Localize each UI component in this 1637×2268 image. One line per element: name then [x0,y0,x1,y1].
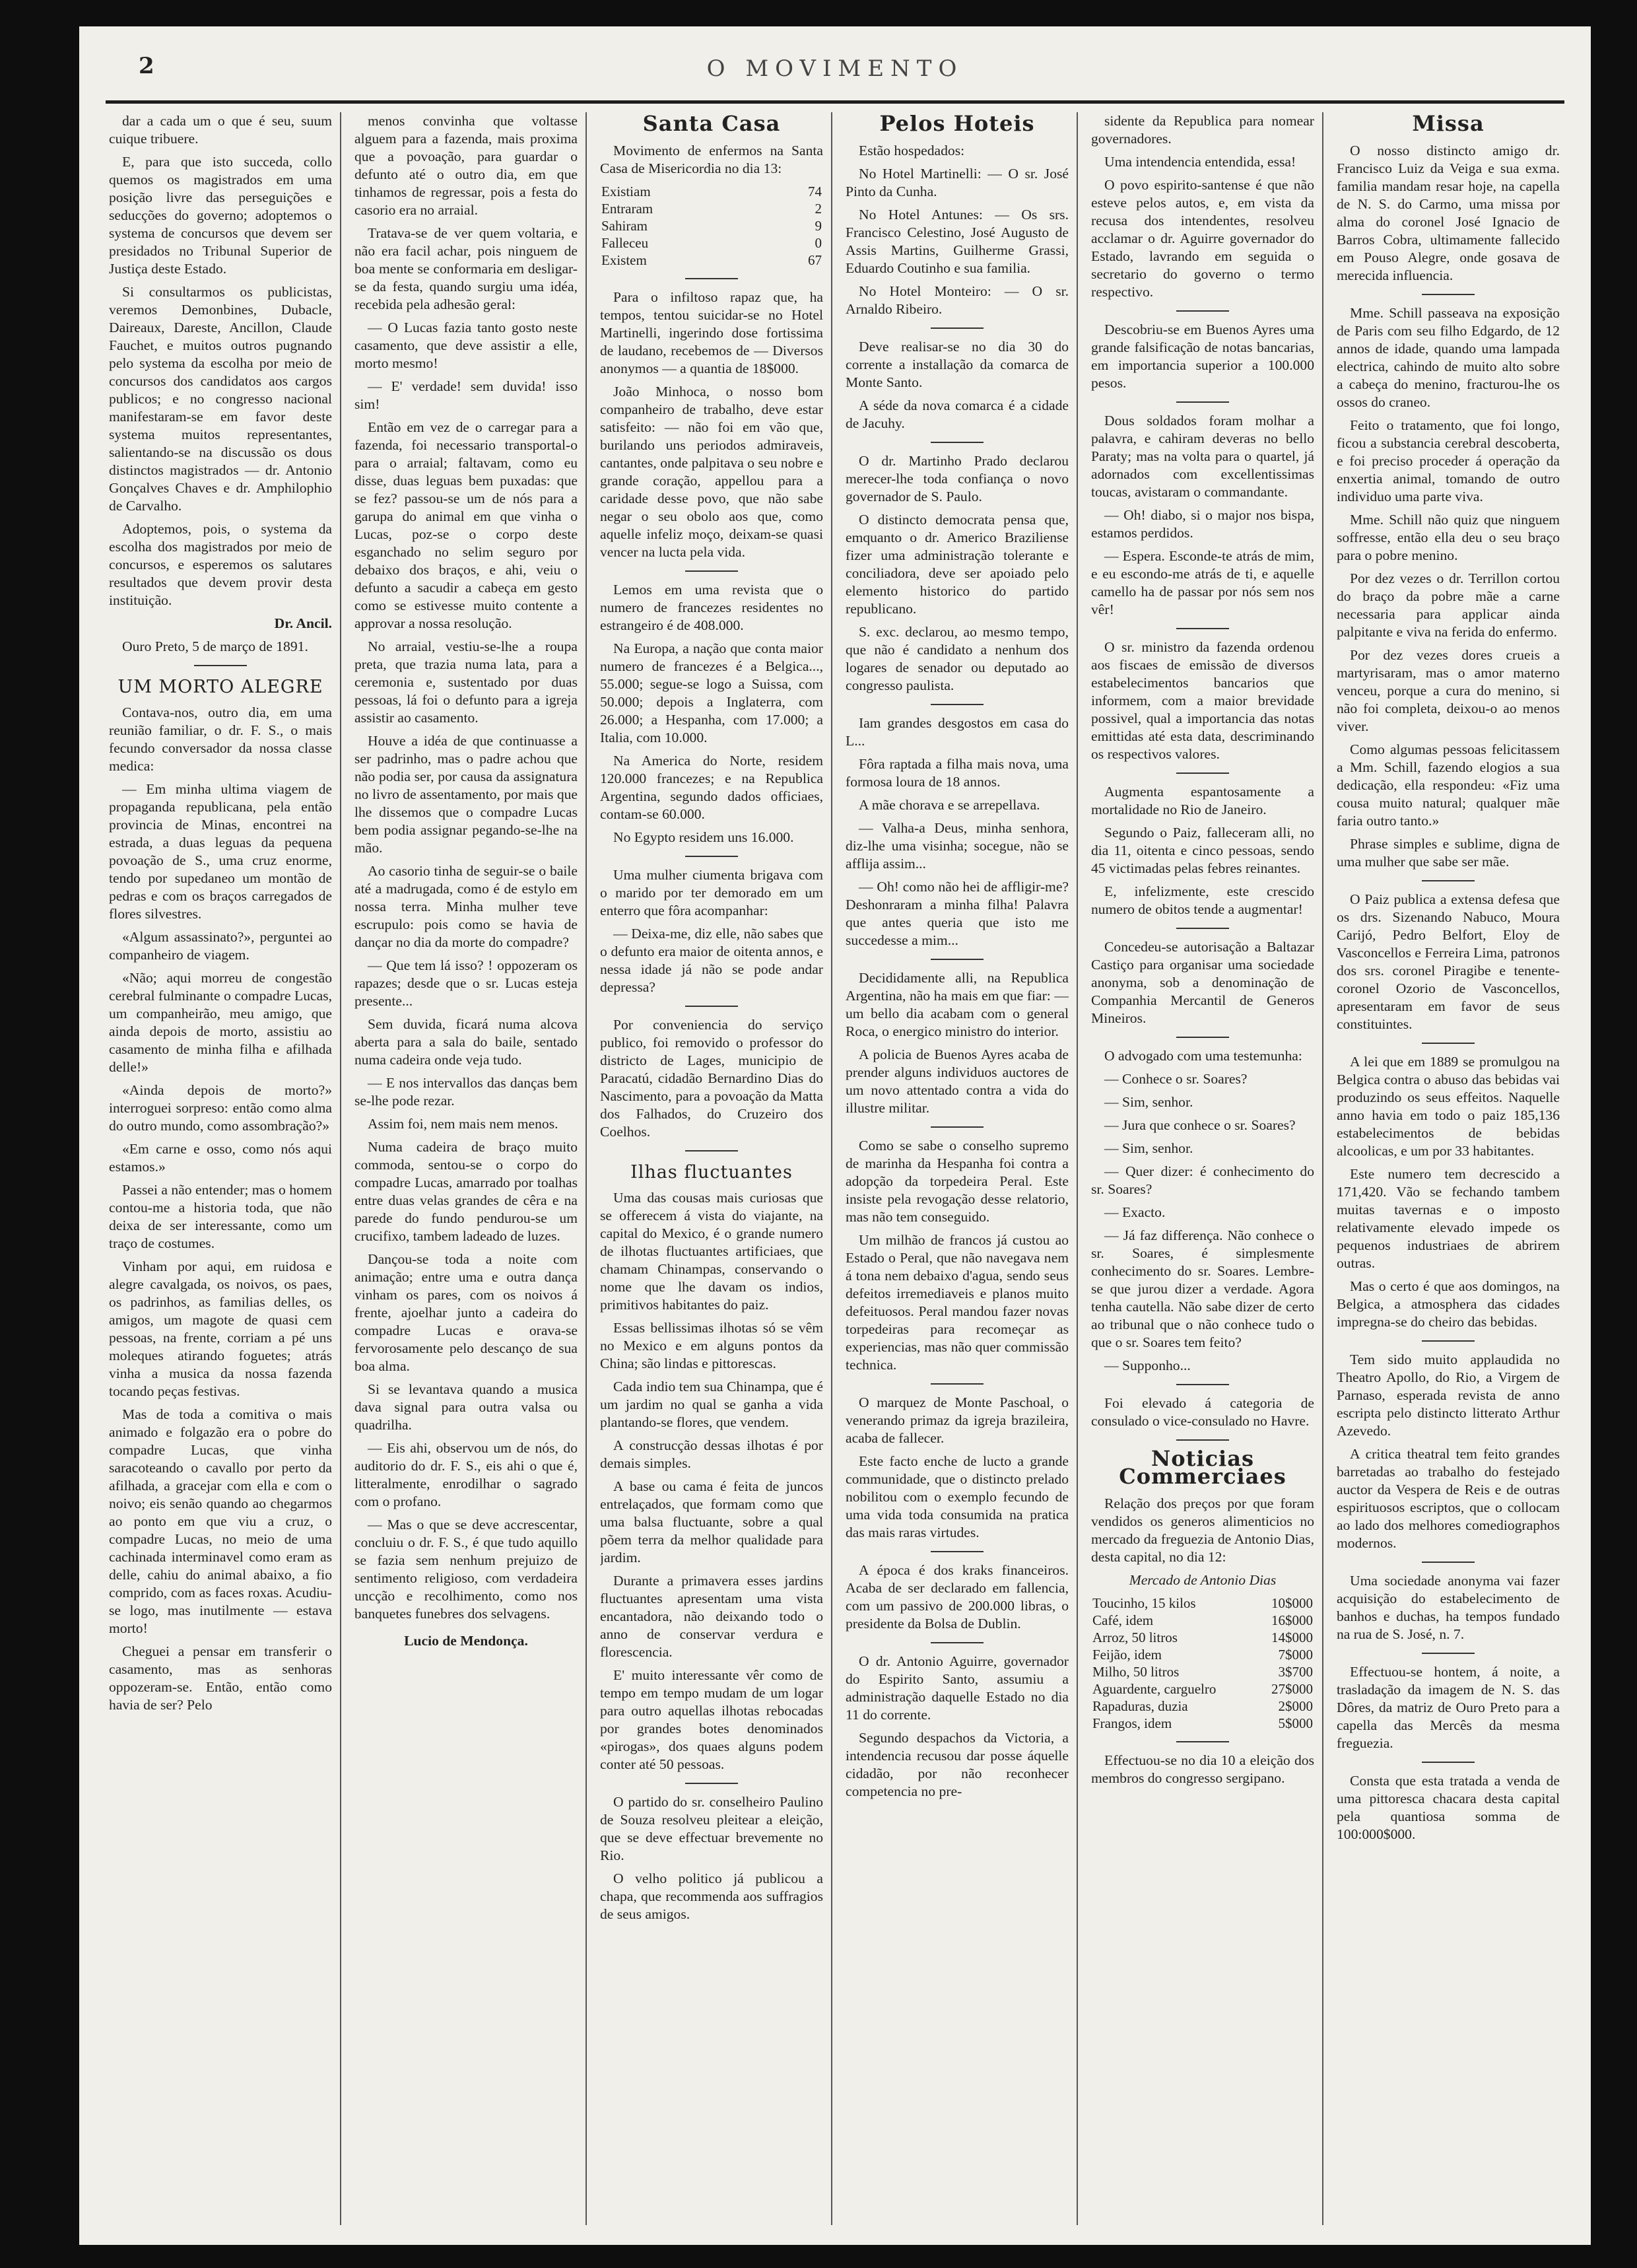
paragraph: A policia de Buenos Ayres acaba de prender alguns individuos auctores de um novo attentado contra a vida do illustre militar. [846,1047,1069,1116]
paragraph: No Egypto residem uns 16.000. [613,829,794,845]
divider [1176,310,1229,312]
paragraph: Tem sido muito applaudida no Theatro Apollo, do Rio, a Virgem de Parnaso, esperada revista de anno escripta pelo distincto litterato Arthur Azevedo. [1337,1352,1560,1439]
paragraph: Decididamente alli, na Republica Argentina, não ha mais em que fiar: — um bello dia acabam com o general Roca, o energico ministro do interior. [846,970,1069,1039]
paragraph: O dr. Martinho Prado declarou merecer-lhe toda confiança o novo governador de S. Paulo. [846,453,1069,504]
paragraph: — Valha-a Deus, minha senhora, diz-lhe uma visinha; socegue, não se afflija assim... [846,820,1069,872]
paragraph: Phrase simples e sublime, digna de uma mulher que sabe ser mãe. [1337,836,1560,870]
divider [931,1642,984,1643]
paragraph: Segundo despachos da Victoria, a intendencia recusou dar posse áquelle cidadão, por não reconhecer competencia no pre- [846,1730,1069,1799]
newspaper-page [79,26,1591,2245]
paragraph: A época é dos kraks financeiros. Acaba de ser declarado em fallencia, com um passivo de 200.000 libras, o presidente da Bolsa de Dublin. [846,1562,1069,1632]
signature: Dr. Ancil. [274,615,332,631]
paragraph: Effectuou-se no dia 10 a eleição dos membros do congresso sergipano. [1091,1752,1314,1786]
paragraph: Si consultarmos os publicistas, veremos Demonbines, Dubacle, Daireaux, Dareste, Ancillon, Claude Fauchet, e muitos outros pugnando pelo systema da escolha por meio de concursos dos candidatos aos cargos publicos; e no congresso nacional manifestaram-se em favor deste systema muitos representantes, salientando-se na discussão os dous distinctos magistrados — dr. Antonio Gonçalves Chaves e dr. Amphilophio de Carvalho. [109,284,332,514]
paragraph: João Minhoca, o nosso bom companheiro de trabalho, deve estar satisfeito: — não foi em vão que, burilando uns periodos admiraveis, cantantes, onde palpitava o seu nobre e grande coração, appellou para a caridade desse povo, que não sabe negar o seu obolo aos que, como aquelle infeliz moço, deixam-se quasi vencer na lucta pela vida. [600,384,823,560]
column-3 [600,112,823,2225]
table-row [600,234,823,252]
paragraph: Este facto enche de lucto a grande communidade, que o distincto prelado nobilitou com o exemplo fecundo de uma vida toda consumida na pratica das mais raras virtudes. [846,1453,1069,1540]
paragraph: Dançou-se toda a noite com animação; entre uma e outra dança vinham os pares, com os noivos á frente, ajoelhar junto a cadeira do compadre Lucas e orava-se fervorosamente pelo descanço de sua boa alma. [354,1251,578,1374]
paragraph: A mãe chorava e se arrepellava. [859,797,1040,813]
paragraph: Mas de toda a comitiva o mais animado e folgazão era o pobre do compadre Lucas, que vinha saracoteando o cavallo por perto da afilhada, a gracejar com ella e com o noivo; eis senão quando ao chegarmos ao ponto em que viu a cruz, o compadre Lucas, no meio de uma cachinada interminavel como eram as delle, cahiu do animal abaixo, a fio comprido, com as faces roxas. Acudiu-se logo, mas inutilmente — estava morto! [109,1406,332,1636]
paragraph: O nosso distincto amigo dr. Francisco Luiz da Veiga e sua exma. familia mandam resar hoje, na capella de N. S. do Carmo, uma missa por alma do coronel José Ignacio de Barros Cobra, ultimamente fallecido em Pouso Alegre, onde gosava de merecida influencia. [1337,143,1560,283]
paragraph: Concedeu-se autorisação a Baltazar Castiço para organisar uma sociedade anonyma, sob a denominação de Companhia Mercantil de Generos Mineiros. [1091,939,1314,1026]
table-cell: 10$000 [1271,1595,1313,1611]
paragraph: A construcção dessas ilhotas é por demais simples. [600,1437,823,1471]
paragraph: dar a cada um o que é seu, suum cuique tribuere. [109,113,332,147]
paragraph: Effectuou-se hontem, á noite, a trasladação da imagem de N. S. das Dôres, da matriz de Ouro Preto para a capella das Mercês da mesma freguezia. [1337,1664,1560,1751]
paragraph: Numa cadeira de braço muito commoda, sentou-se o corpo do compadre Lucas, amarrado por toalhas entre duas velas grandes de cêra e na parede do fundo pendurou-se um crucifixo, tambem ladeado de luzes. [354,1139,578,1244]
column-4 [846,112,1069,2225]
divider [1176,401,1229,403]
table-cell: 5$000 [1278,1715,1313,1731]
divider [931,1126,984,1128]
divider [1422,1762,1475,1763]
paragraph: — Conhece o sr. Soares? [1104,1071,1248,1087]
paragraph: Uma sociedade anonyma vai fazer acquisição do estabelecimento de banhos e duchas, ha tempos fundado na rua de S. José, n. 7. [1337,1573,1560,1642]
section-title: Pelos Hoteis [879,112,1035,136]
place-date: Ouro Preto, 5 de março de 1891. [122,638,308,654]
table-cell: 2 [815,201,822,217]
divider [685,570,738,572]
table-row [1091,1595,1314,1612]
column-divider [831,112,832,2225]
section-title: Noticias Commerciaes [1119,1446,1286,1489]
paragraph: A séde da nova comarca é a cidade de Jacuhy. [846,397,1069,431]
paragraph: Na America do Norte, residem 120.000 francezes; e na Republica Argentina, segundo dados officiaes, contam-se 60.000. [600,753,823,822]
paragraph: Si se levantava quando a musica dava signal para outra valsa ou quadrilha. [354,1381,578,1433]
paragraph: — Jura que conhece o sr. Soares? [1104,1117,1296,1133]
paragraph: No Hotel Antunes: — Os srs. Francisco Celestino, José Augusto de Assis Martins, Guilherme Grassi, Eduardo Coutinho e sua familia. [846,207,1069,276]
table-row [1091,1663,1314,1680]
paragraph: O advogado com uma testemunha: [1104,1048,1302,1064]
paragraph: O velho politico já publicou a chapa, que recommenda aos suffragios de seus amigos. [600,1871,823,1922]
column-1 [109,112,332,2225]
paragraph: Essas bellissimas ilhotas só se vêm no Mexico e em alguns pontos da China; são lindas e pittorescas. [600,1320,823,1371]
paragraph: No arraial, vestiu-se-lhe a roupa preta, que trazia numa lata, para a ceremonia e, sustentado por duas pessoas, lá foi o defunto para a igreja assistir ao casamento. [354,638,578,726]
paragraph: — Sim, senhor. [1104,1140,1193,1156]
paragraph: A base ou cama é feita de juncos entrelaçados, que formam como que uma balsa fluctuante, sobre a qual põem terra da melhor qualidade para jardim. [600,1478,823,1565]
divider [685,1783,738,1784]
table-row [600,200,823,217]
paragraph: — Espera. Esconde-te atrás de mim, e eu escondo-me atrás de ti, e aquelle camello ha de passar por nós sem nos vêr! [1091,548,1314,617]
divider [1422,294,1475,295]
paragraph: O dr. Antonio Aguirre, governador do Espirito Santo, assumiu a administração daquelle Estado no dia 11 do corrente. [846,1653,1069,1723]
paragraph: sidente da Republica para nomear governadores. [1091,113,1314,147]
paragraph: Estão hospedados: [859,143,965,158]
table-cell: 74 [808,184,822,199]
table-cell: 2$000 [1278,1698,1313,1714]
paragraph: Consta que esta tratada a venda de uma pittoresca chacara desta capital pela quantiosa somma de 100:000$000. [1337,1773,1560,1842]
paragraph: Mas o certo é que aos domingos, na Belgica, a atmosphera das cidades impregna-se do cheiro das bebidas. [1337,1278,1560,1330]
table-row [1091,1698,1314,1715]
table-cell: Existiam [601,184,651,199]
divider [685,1006,738,1007]
table-row [1091,1612,1314,1629]
table-row [1091,1629,1314,1646]
divider [931,704,984,705]
divider [1176,773,1229,774]
table-cell: Falleceu [601,235,649,251]
paragraph: — Exacto. [1104,1204,1166,1220]
newspaper-title: O MOVIMENTO [706,55,964,82]
divider [931,1551,984,1552]
table-row [1091,1680,1314,1698]
table-cell: Existem [601,252,647,268]
paragraph: A lei que em 1889 se promulgou na Belgica contra o abuso das bebidas vai produzindo os seus effeitos. Naquelle anno havia em todo o paiz 185,136 estabelecimentos de bebidas alcoolicas, e um por 33 habitantes. [1337,1054,1560,1159]
paragraph: Adoptemos, pois, o systema da escolha dos magistrados por meio de concursos, e esperemos os salutares resultados que devem provir desta instituição. [109,521,332,608]
market-table [1091,1595,1314,1732]
paragraph: Relação dos preços por que foram vendidos os generos alimenticios no mercado da freguezia de Antonio Dias, desta capital, no dia 12: [1091,1495,1314,1565]
paragraph: Mme. Schill passeava na exposição de Paris com seu filho Edgardo, de 12 annos de idade, quando uma lampada electrica, cahindo de muito alto sobre a cabeça do menino, fracturou-lhe os ossos do craneo. [1337,305,1560,410]
table-cell: 67 [808,252,822,268]
paragraph: Por dez vezes dores crueis a martyrisaram, mas o amor materno venceu, porque a cura do menino, si não foi completa, deixou-o ao menos viver. [1337,647,1560,734]
paragraph: Feito o tratamento, que foi longo, ficou a substancia cerebral descoberta, e foi preciso proceder á operação da enxertia animal, tomando de outro individuo uma parte viva. [1337,417,1560,504]
paragraph: Cada indio tem sua Chinampa, que é um jardim no qual se ganha a vida plantando-se flores, que vendem. [600,1379,823,1430]
table-cell: 27$000 [1271,1681,1313,1697]
table-cell: Entraram [601,201,653,217]
paragraph: S. exc. declarou, ao mesmo tempo, que não é candidato a nenhum dos logares de senador ou deputado ao congresso paulista. [846,624,1069,693]
hospital-table [600,183,823,269]
section-title: Missa [1412,112,1485,136]
section-title: UM MORTO ALEGRE [117,677,323,697]
paragraph: Sem duvida, ficará numa alcova aberta para a sala do baile, sentado numa cadeira onde veja tudo. [354,1016,578,1068]
divider [931,327,984,329]
divider [1176,928,1229,929]
divider [1422,880,1475,881]
column-divider [1077,112,1078,2225]
paragraph: Na Europa, a nação que conta maior numero de francezes é a Belgica..., 55.000; segue-se logo a Suissa, com 50.000; depois a Inglaterra, com 26.000; a Hespanha, com 17.000; a Italia, com 10.000. [600,640,823,745]
paragraph: — Em minha ultima viagem de propaganda republicana, pela então provincia de Minas, encontrei na estrada, a duas leguas da pequena povoação de S., uma cruz enorme, tendo por supedaneo um montão de pedras e com os braços carregados de flores silvestres. [109,781,332,922]
paragraph: Como algumas pessoas felicitassem a Mm. Schill, fazendo elogios a sua dedicação, ella respondeu: «Fiz uma cousa muito natural; qualquer mãe faria outro tanto.» [1337,741,1560,829]
paragraph: Cheguei a pensar em transferir o casamento, mas as senhoras oppozeram-se. Então, então como havia de ser? Pelo [109,1643,332,1713]
paragraph: Durante a primavera esses jardins fluctuantes apresentam uma vista encantadora, não deixando todo o anno de conservar verdura e florescencia. [600,1573,823,1660]
paragraph: — Mas o que se deve accrescentar, concluiu o dr. F. S., é que tudo aquillo se fazia sem nenhum prejuizo de sentimento religioso, com verdadeira uncção e recolhimento, como nos banquetes funebres dos selvagens. [354,1517,578,1622]
table-row [600,217,823,234]
divider [1176,1384,1229,1385]
paragraph: Houve a idéa de que continuasse a ser padrinho, mas o padre achou que não podia ser, por causa da assignatura no livro de assentamento, por mais que lhe dissemos que o compadre Lucas bem podia assignar pegando-se-lhe na mão. [354,733,578,856]
table-cell: Café, idem [1092,1612,1154,1628]
paragraph: Este numero tem decrescido a 171,420. Vão se fechando tambem muitas tavernas e o imposto relativamente elevado impede os pequenos industriaes de abrirem outras. [1337,1166,1560,1271]
table-row [1091,1715,1314,1732]
table-cell: 7$000 [1278,1647,1313,1663]
paragraph: Uma mulher ciumenta brigava com o marido por ter demorado em um enterro que fôra acompanhar: [600,867,823,918]
table-row [600,183,823,200]
divider [1422,1562,1475,1563]
paragraph: Augmenta espantosamente a mortalidade no Rio de Janeiro. [1091,784,1314,817]
paragraph: Ao casorio tinha de seguir-se o baile até a madrugada, como é de estylo em nossa terra. Minha mulher teve escrupulo: pois como se havia de dançar no dia da morte do compadre? [354,863,578,950]
paragraph: No Hotel Monteiro: — O sr. Arnaldo Ribeiro. [846,283,1069,317]
table-cell: Feijão, idem [1092,1647,1162,1663]
paragraph: Por conveniencia do serviço publico, foi removido o professor do districto de Lages, municipio de Paracatú, cidadão Bernardino Dias do Nascimento, para a povoação da Matta dos Falhados, do Cruzeiro dos Coelhos. [600,1017,823,1140]
paragraph: — Deixa-me, diz elle, não sabes que o defunto era maior de oitenta annos, e nessa idade já não se pode andar depressa? [600,926,823,995]
paragraph: Segundo o Paiz, falleceram alli, no dia 11, oitenta e cinco pessoas, sendo 45 victimadas pelas febres reinantes. [1091,825,1314,876]
masthead [106,53,1564,99]
table-cell: 0 [815,235,822,251]
paragraph: — Eis ahi, observou um de nós, do auditorio do dr. F. S., eis ahi o que é, litteralmente, enrodilhar o sagrado com o profano. [354,1440,578,1509]
paragraph: O distincto democrata pensa que, emquanto o dr. Americo Braziliense fizer uma administração tolerante e conciliadora, deve ser apoiado pelo elemento historico do partido republicano. [846,512,1069,617]
paragraph: «Em carne e osso, como nós aqui estamos.» [109,1141,332,1175]
divider [1422,1340,1475,1342]
masthead-rule [106,100,1564,104]
paragraph: — E' verdade! sem duvida! isso sim! [354,378,578,412]
paragraph: Tratava-se de ver quem voltaria, e não era facil achar, pois ninguem de boa mente se conformaria em desligar-se da festa, quando surgiu uma idéa, recebida pela adhesão geral: [354,225,578,312]
paragraph: Por dez vezes o dr. Terrillon cortou do braço da pobre mãe a carne necessaria para applicar ainda palpitante e viva na ferida do enfermo. [1337,570,1560,640]
divider [685,1150,738,1151]
column-divider [1322,112,1323,2225]
paragraph: Como se sabe o conselho supremo de marinha da Hespanha foi contra a adopção da torpedeira Peral. Este insiste pela revogação desse relatorio, mas não tem conseguido. [846,1138,1069,1225]
paragraph: Foi elevado á categoria de consulado o vice-consulado no Havre. [1091,1395,1314,1429]
table-cell: Sahiram [601,218,648,234]
table-cell: Rapaduras, duzia [1092,1698,1188,1714]
paragraph: — Sim, senhor. [1104,1094,1193,1110]
paragraph: menos convinha que voltasse alguem para a fazenda, mais proxima que a povoação, para guardar o defunto até o outro dia, em que tinhamos de regressar, pois a festa do casorio era no arraial. [354,113,578,218]
page-number: 2 [139,53,154,79]
table-cell: 16$000 [1271,1612,1313,1628]
paragraph: «Algum assassinato?», perguntei ao companheiro de viagem. [109,929,332,963]
paragraph: Assim foi, nem mais nem menos. [368,1116,558,1132]
market-title: Mercado de Antonio Dias [1129,1572,1277,1588]
paragraph: E, infelizmente, este crescido numero de obitos tende a augmentar! [1091,883,1314,917]
paragraph: E' muito interessante vêr como de tempo em tempo mudam de um logar para outro aquellas ilhotas rebocadas por grandes botes denominados «pirogas», dos quaes alguns podem conter até 50 pessoas. [600,1667,823,1772]
paragraph: — Oh! como não hei de affligir-me? Deshonraram a minha filha! Palavra que antes queria que isto me succedesse a mim... [846,879,1069,948]
paragraph: O marquez de Monte Paschoal, o venerando primaz da igreja brazileira, acaba de fallecer. [846,1394,1069,1446]
table-cell: 9 [815,218,822,234]
divider [1176,1439,1229,1441]
paragraph: A critica theatral tem feito grandes barretadas ao trabalho do festejado auctor da Vespera de Reis e de outras espirituosos escriptos, que o collocam ao lado dos melhores comediographos modernos. [1337,1446,1560,1551]
divider [1176,628,1229,629]
paragraph: — O Lucas fazia tanto gosto neste casamento, que deve assistir a elle, morto mesmo! [354,320,578,371]
paragraph: — Que tem lá isso? ! oppozeram os rapazes; desde que o sr. Lucas esteja presente... [354,957,578,1009]
paragraph: Iam grandes desgostos em casa do L... [846,715,1069,749]
divider [685,278,738,279]
paragraph: — Já faz differença. Não conhece o sr. Soares, é simplesmente conhecimento do sr. Soares. Lembre-se que jurou dizer a verdade. Agora tenha cautella. Não sabe dizer de certo ao tribunal que o não conhece tudo o que o sr. Soares tem feito? [1091,1227,1314,1350]
divider [685,856,738,857]
column-5 [1091,112,1314,2225]
divider [1422,1043,1475,1044]
column-divider [340,112,341,2225]
divider [1422,1653,1475,1654]
table-cell: Aguardente, carguelro [1092,1681,1217,1697]
paragraph: Lemos em uma revista que o numero de francezes residentes no estrangeiro é de 408.000. [600,582,823,633]
paragraph: Uma das cousas mais curiosas que se offerecem á vista do viajante, na capital do Mexico, é o grande numero de ilhotas fluctuantes artificiaes, que chamam Chinampas, conservando o nome que lhe davam os indios, primitivos habitantes do paiz. [600,1190,823,1313]
column-6 [1337,112,1560,2225]
column-divider [585,112,587,2225]
table-cell: Milho, 50 litros [1092,1664,1180,1680]
column-2 [354,112,578,2225]
paragraph: O Paiz publica a extensa defesa que os drs. Sizenando Nabuco, Moura Carijó, Pedro Belfort, Eloy de Vasconcellos e Ferreira Lima, patronos dos srs. coronel Piragibe e tenente-coronel Ozorio de Vasconcellos, apresentaram em favor de seus constituintes. [1337,891,1560,1032]
paragraph: Fôra raptada a filha mais nova, uma formosa loura de 18 annos. [846,756,1069,790]
table-row [1091,1646,1314,1663]
paragraph: — E nos intervallos das danças bem se-lhe pode rezar. [354,1075,578,1109]
table-cell: Toucinho, 15 kilos [1092,1595,1196,1611]
paragraph: O sr. ministro da fazenda ordenou aos fiscaes de emissão de diversos estabelecimentos bancarios que informem, com a maior brevidade possivel, qual a importancia das notas emittidas até esta data, descriminando os respectivos valores. [1091,639,1314,762]
paragraph: Passei a não entender; mas o homem contou-me a historia toda, que não deixa de ser interessante, como um traço de costumes. [109,1182,332,1251]
paragraph: Então em vez de o carregar para a fazenda, foi necessario transportal-o para o arraial; faltavam, como eu disse, duas leguas bem puxadas: que se fez? passou-se um de nós para a garupa do animal em que vinha o Lucas, poz-se o corpo deste esganchado no selim seguro por debaixo dos braços, e ahi, veiu o defunto a sacudir a cabeça em gesto como se estivesse muito contente a approvar a nossa resolução. [354,419,578,631]
paragraph: Vinham por aqui, em ruidosa e alegre cavalgada, os noivos, os paes, os padrinhos, as familias delles, os amigos, um magote de quasi cem pessoas, na frente, corriam a pé uns moleques atirando foguetes; atrás vinha a musica da nossa fazenda tocando peças festivas. [109,1258,332,1399]
table-cell: Frangos, idem [1092,1715,1172,1731]
paragraph: Deve realisar-se no dia 30 do corrente a installação da comarca de Monte Santo. [846,339,1069,390]
divider [194,665,247,666]
divider [931,959,984,960]
paragraph: Descobriu-se em Buenos Ayres uma grande falsificação de notas bancarias, em importancia superior a 100.000 pesos. [1091,322,1314,391]
divider [1176,1037,1229,1038]
paragraph: Um milhão de francos já custou ao Estado o Peral, que não navegava nem á tona nem debaixo d'agua, sendo seus defeitos irremediaveis e planos muito defeituosos. Peral mandou fazer novas torpedeiras para recomeçar as experiencias, mas não quer commissão technica. [846,1232,1069,1373]
paragraph: — Quer dizer: é conhecimento do sr. Soares? [1091,1163,1314,1197]
paragraph: Para o infiltoso rapaz que, ha tempos, tentou suicidar-se no Hotel Martinelli, ingerindo dose fortissima de laudano, recebemos de — Diversos anonymos — a quantia de 18$000. [600,289,823,376]
paragraph: O povo espirito-santense é que não esteve pelos autos, e, em vista da recusa dos intendentes, resolveu acclamar o dr. Aguirre governador do Estado, lavrando em seguida o secretario do governo o termo respectivo. [1091,177,1314,300]
paragraph: «Ainda depois de morto?» interroguei sorpreso: então como alma do outro mundo, como assombração?» [109,1082,332,1134]
paragraph: Uma intendencia entendida, essa! [1104,154,1296,170]
divider [931,1383,984,1385]
paragraph: E, para que isto succeda, collo quemos os magistrados em uma posição livre das perseguições e seducções do governo; adoptemos o systema de concursos que devem ser presidados no Tribunal Superior de Justiça deste Estado. [109,154,332,277]
table-row [600,252,823,269]
table-cell: 14$000 [1271,1630,1313,1645]
table-cell: Arroz, 50 litros [1092,1630,1178,1645]
paragraph: Mme. Schill não quiz que ninguem soffresse, então ella deu o seu braço para o pobre menino. [1337,512,1560,563]
paragraph: No Hotel Martinelli: — O sr. José Pinto da Cunha. [846,166,1069,199]
paragraph: «Não; aqui morreu de congestão cerebral fulminante o compadre Lucas, um companheirão, meu amigo, que ainda depois de morto, assistiu ao casamento de minha filha e afilhada delle!» [109,970,332,1075]
paragraph: Contava-nos, outro dia, em uma reunião familiar, o dr. F. S., o mais fecundo conversador da nossa classe medica: [109,704,332,774]
section-title: Ilhas fluctuantes [630,1162,793,1183]
paragraph: O partido do sr. conselheiro Paulino de Souza resolveu pleitear a eleição, que se deve effectuar brevemente no Rio. [600,1794,823,1863]
paragraph: Movimento de enfermos na Santa Casa de Misericordia no dia 13: [600,143,823,176]
signature: Lucio de Mendonça. [404,1633,528,1649]
divider [931,442,984,443]
section-title: Santa Casa [642,112,781,136]
paragraph: Dous soldados foram molhar a palavra, e cahiram deveras no bello Paraty; mas na volta para o quartel, já adornados com excellentissimas toucas, avistaram o commandante. [1091,413,1314,500]
paragraph: — Supponho... [1104,1357,1191,1373]
divider [1176,1741,1229,1742]
table-cell: 3$700 [1278,1664,1313,1680]
paragraph: — Oh! diabo, si o major nos bispa, estamos perdidos. [1091,507,1314,541]
